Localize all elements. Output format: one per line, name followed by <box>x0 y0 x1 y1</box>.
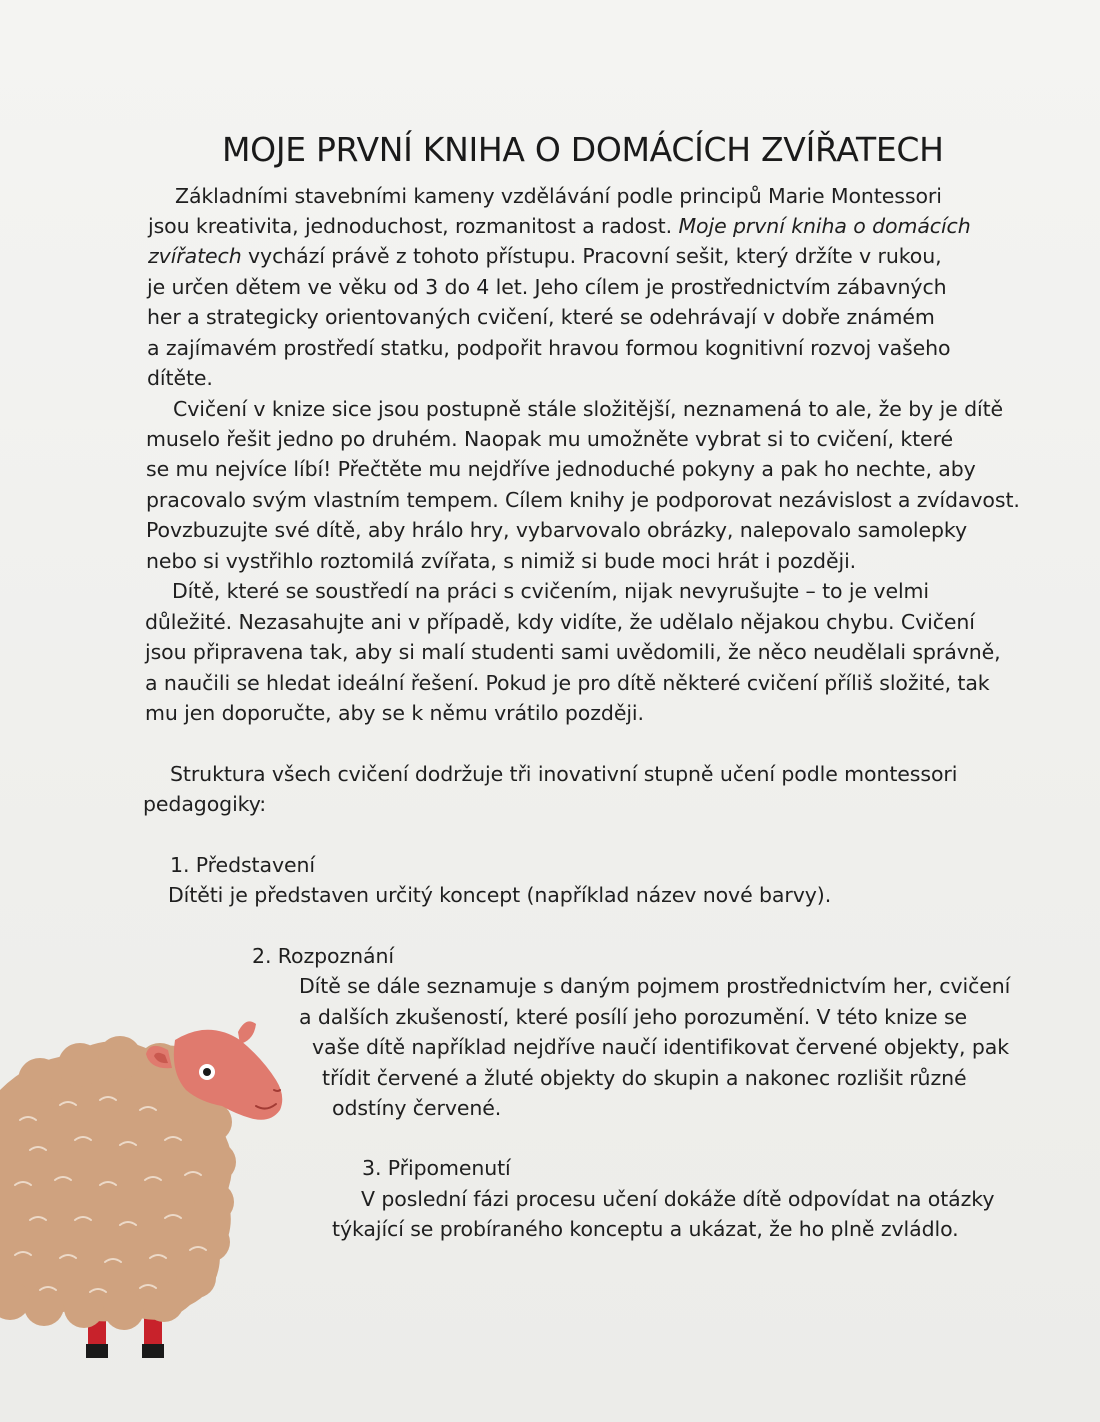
page-title: MOJE PRVNÍ KNIHA O DOMÁCÍCH ZVÍŘATECH <box>222 130 944 170</box>
text-run: vychází právě z tohoto přístupu. Pracovní sešit, který držíte v rukou, <box>241 244 942 268</box>
paragraph-3-line: mu jen doporučte, aby se k němu vrátilo později. <box>145 701 644 725</box>
paragraph-2-line: se mu nejvíce líbí! Přečtěte mu nejdříve jednoduché pokyny a pak ho nechte, aby <box>146 457 976 481</box>
paragraph-3-line: Dítě, které se soustředí na práci s cvičením, nijak nevyrušujte – to je velmi <box>172 579 930 603</box>
step-text-line: a dalších zkušeností, které posílí jeho porozumění. V této knize se <box>299 1005 968 1029</box>
sheep-hoof <box>86 1344 108 1358</box>
paragraph-1-line: Základními stavebními kameny vzdělávání podle principů Marie Montessori <box>175 184 942 208</box>
step-text-line: Dítě se dále seznamuje s daným pojmem prostřednictvím her, cvičení <box>299 974 1011 998</box>
step-text-line: týkající se probíraného konceptu a ukázat, že ho plně zvládlo. <box>332 1217 959 1241</box>
paragraph-3-line: jsou připravena tak, aby si malí studenti sami uvědomili, že něco neudělali správně, <box>145 640 1001 664</box>
paragraph-2-line: Cvičení v knize sice jsou postupně stále složitější, neznamená to ale, že by je dítě <box>173 397 1004 421</box>
step-heading: 1. Představení <box>170 853 315 877</box>
paragraph-2-line: nebo si vystřihlo roztomilá zvířata, s nimiž si bude moci hrát i později. <box>146 549 857 573</box>
sheep-illustration <box>0 1010 300 1390</box>
book-title-italic: zvířatech <box>148 244 242 268</box>
paragraph-1-line: je určen dětem ve věku od 3 do 4 let. Jeho cílem je prostřednictvím zábavných <box>147 275 947 299</box>
paragraph-2-line: Povzbuzujte své dítě, aby hrálo hry, vybarvovalo obrázky, nalepovalo samolepky <box>146 518 967 542</box>
sheep-hoof <box>142 1344 164 1358</box>
step-text-line: třídit červené a žluté objekty do skupin a nakonec rozlišit různé <box>322 1066 967 1090</box>
paragraph-4-line: pedagogiky: <box>143 792 267 816</box>
text-run: jsou kreativita, jednoduchost, rozmanitost a radost. <box>148 214 679 238</box>
paragraph-1-line <box>148 211 971 241</box>
paragraph-1-line <box>148 241 942 271</box>
paragraph-3-line: a naučili se hledat ideální řešení. Pokud je pro dítě některé cvičení příliš složité, tak <box>145 671 990 695</box>
step-heading: 2. Rozpoznání <box>252 944 394 968</box>
sheep-ear <box>238 1021 256 1044</box>
paragraph-1-line: dítěte. <box>147 366 213 390</box>
paragraph-3-line: důležité. Nezasahujte ani v případě, kdy vidíte, že udělalo nějakou chybu. Cvičení <box>145 610 975 634</box>
step-text-line: Dítěti je představen určitý koncept (například název nové barvy). <box>168 883 832 907</box>
paragraph-1-line: a zajímavém prostředí statku, podpořit hravou formou kognitivní rozvoj vašeho <box>147 336 951 360</box>
paragraph-4-line: Struktura všech cvičení dodržuje tři inovativní stupně učení podle montessori <box>170 762 958 786</box>
paragraph-2-line: muselo řešit jedno po druhém. Naopak mu umožněte vybrat si to cvičení, které <box>146 427 953 451</box>
step-text-line: odstíny červené. <box>332 1096 502 1120</box>
book-title-italic: Moje první kniha o domácích <box>678 214 971 238</box>
step-heading: 3. Připomenutí <box>362 1156 511 1180</box>
step-text-line: vaše dítě například nejdříve naučí identifikovat červené objekty, pak <box>312 1035 1010 1059</box>
step-text-line: V poslední fázi procesu učení dokáže dítě odpovídat na otázky <box>361 1187 995 1211</box>
paragraph-1-line: her a strategicky orientovaných cvičení, které se odehrávají v dobře známém <box>147 305 935 329</box>
paragraph-2-line: pracovalo svým vlastním tempem. Cílem knihy je podporovat nezávislost a zvídavost. <box>146 488 1020 512</box>
